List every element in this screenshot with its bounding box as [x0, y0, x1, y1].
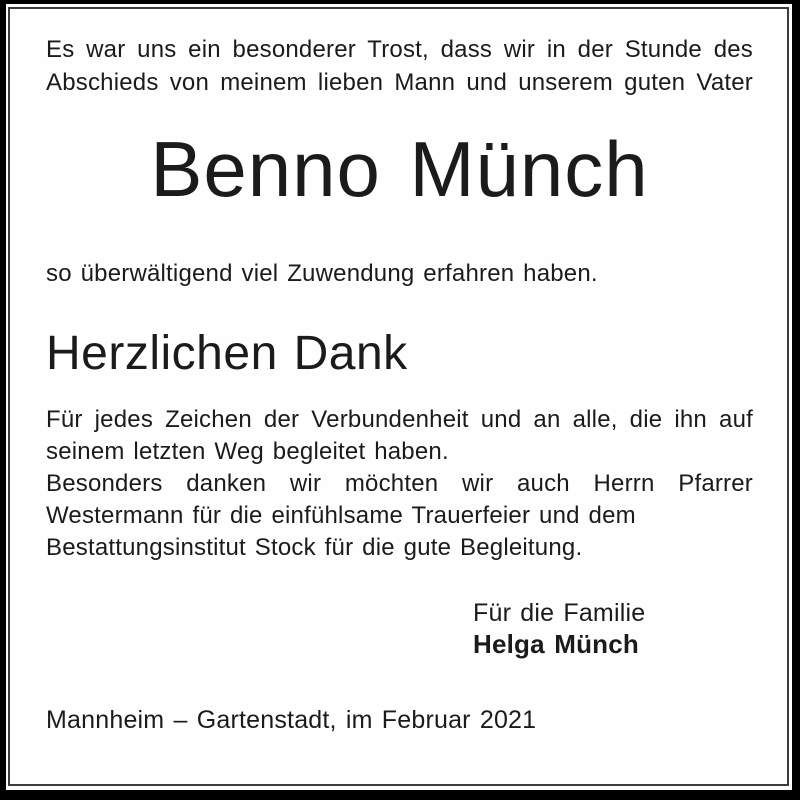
intro-continuation: so überwältigend viel Zuwendung erfahren haben.	[46, 260, 598, 287]
intro-paragraph	[46, 33, 753, 99]
obituary-notice	[10, 9, 787, 784]
signature-prefix: Für die Familie	[473, 599, 646, 627]
thanks-heading: Herzlichen Dank	[46, 327, 408, 380]
place-and-date: Mannheim – Gartenstadt, im Februar 2021	[46, 706, 537, 734]
paper-sheet	[6, 4, 792, 790]
thanks-line-3: Besonders danken wir möchten wir auch Herrn Pfarrer	[46, 470, 753, 497]
intro-line-1: Es war uns ein besonderer Trost, dass wir in der Stunde des	[46, 36, 753, 63]
thanks-line-1: Für jedes Zeichen der Verbundenheit und an alle, die ihn auf	[46, 406, 753, 433]
signature-block	[473, 598, 753, 660]
thanks-paragraph	[46, 404, 753, 564]
thanks-line-5: Bestattungsinstitut Stock für die gute Begleitung.	[46, 534, 583, 561]
signature-name: Helga Münch	[473, 629, 639, 659]
deceased-name: Benno Münch	[150, 125, 649, 213]
thanks-line-4: Westermann für die einfühlsame Trauerfeier und dem	[46, 502, 636, 529]
intro-line-2: Abschieds von meinem lieben Mann und unserem guten Vater	[46, 69, 753, 96]
notice-border-frame	[8, 7, 789, 786]
thanks-line-2: seinem letzten Weg begleitet haben.	[46, 438, 449, 465]
